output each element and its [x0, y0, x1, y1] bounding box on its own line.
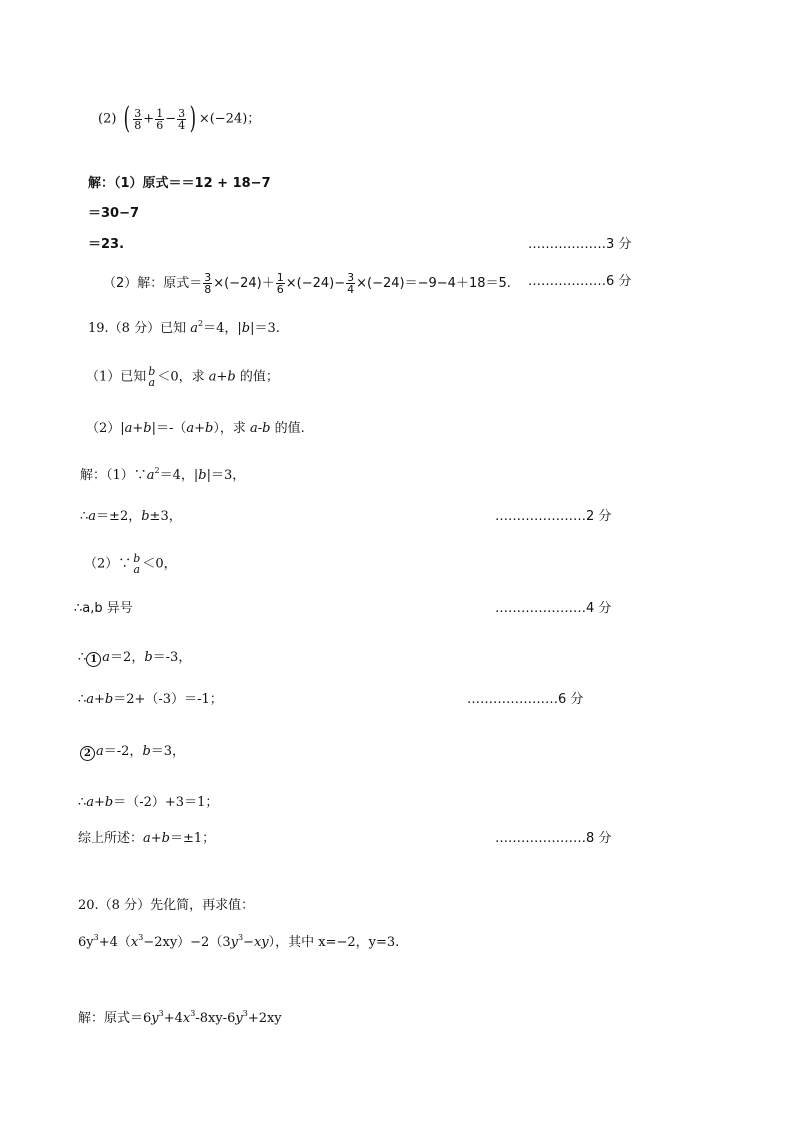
fraction: $\frac{1}{6}$	[276, 271, 284, 296]
sol19-line2: ∴a＝±2，b±3，	[80, 509, 182, 524]
fraction: b a	[148, 365, 156, 389]
circled-number-icon: 2	[80, 746, 95, 761]
q20-heading: 20.（8 分）先化简，再求值：	[78, 898, 255, 913]
sol19-line4: ∴a,b 异号	[74, 601, 133, 616]
score-mark: …………………8 分	[495, 831, 612, 846]
circled-number-icon: 1	[86, 652, 101, 667]
score-mark: …………………4 分	[495, 601, 612, 616]
fraction: $\frac{3}{8}$	[204, 271, 212, 296]
sol18-line1: 解：（1）原式＝＝12 + 18−7	[88, 176, 271, 191]
q19-part1: （1）已知 b a ＜0，求 a+b 的值；	[86, 365, 279, 389]
sol19-case2: 2 a＝-2，b＝3，	[80, 743, 185, 761]
score-mark: …………………6 分	[467, 692, 584, 707]
sol19-case1-result: ∴a+b＝2+（-3）＝-1；	[78, 692, 223, 707]
q20-expression: $6y^3+4(x^3-2xy)-2(3y^3-xy)$，其中 x=−2，y=3.	[78, 933, 400, 950]
score-mark: ………………6 分	[528, 274, 632, 289]
q18-part2-expression: (2) ( $\frac{3}{8}$ + $\frac{1}{6}$ − $\frac{3}{4}$ ) ×(−24)；	[98, 101, 261, 136]
fraction: $\frac{3}{4}$	[178, 106, 186, 132]
fraction: $\frac{3}{4}$	[347, 271, 355, 296]
sol18-line2: ＝30−7	[88, 206, 140, 221]
sol19-line3: （2）∵ b a ＜0，	[84, 552, 177, 576]
fraction: b a	[133, 552, 141, 576]
score-mark: …………………2 分	[495, 509, 612, 524]
left-paren: (	[123, 101, 130, 136]
fraction: $\frac{3}{8}$	[134, 106, 142, 132]
fraction: $\frac{1}{6}$	[156, 106, 164, 132]
part-label: (2)	[98, 111, 117, 127]
sol19-case1: ∴ 1 a＝2，b＝-3，	[78, 650, 192, 665]
q19-part2: （2）|a+b|＝-（a+b），求 a-b 的值.	[86, 421, 305, 436]
right-paren: )	[189, 101, 197, 136]
q19-heading: 19.（8 分）已知 $a^2=4$，|b|＝3.	[88, 319, 280, 336]
sol19-summary: 综上所述：a+b＝±1；	[78, 831, 216, 846]
sol19-line1: 解：$(1)\because a^2=4$，|b|＝3，	[80, 466, 246, 483]
score-mark: ………………3 分	[528, 237, 632, 252]
q20-solution: 解：原式$=6y^3+4x^3-8xy-6y^3+2xy$	[78, 1009, 282, 1026]
sol18-part2: （2）解：原式＝ $\frac{3}{8}$ ×(−24)＋ $\frac{1}{6}$ ×(−24)− $\frac{3}{4}$ ×(−24)＝−9−4＋18＝5.	[103, 271, 511, 296]
sol19-case2-result: ∴a+b＝（-2）+3＝1；	[78, 795, 219, 810]
sol18-line3: ＝23.	[88, 237, 125, 252]
